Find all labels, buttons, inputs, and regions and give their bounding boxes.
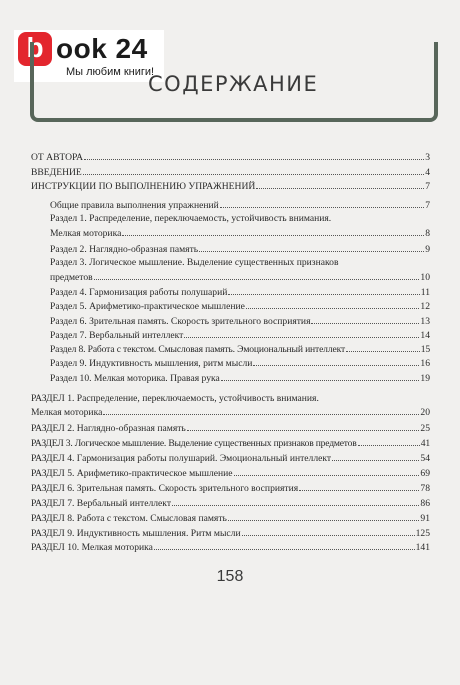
toc-entry-label: РАЗДЕЛ 2. Наглядно-образная память xyxy=(31,423,186,434)
toc-entry-label-continued: Мелкая моторика xyxy=(31,407,103,418)
toc-entry-label: РАЗДЕЛ 4. Гармонизация работы полушарий. Эмоциональный интеллект xyxy=(31,453,332,464)
toc-leader-dots xyxy=(332,451,419,461)
toc-entry-page: 3 xyxy=(425,152,430,163)
toc-entry xyxy=(31,526,430,540)
toc-entry xyxy=(50,314,430,328)
toc-entry xyxy=(31,405,430,419)
toc-entry xyxy=(31,466,430,480)
toc-entry-label: Раздел 2. Наглядно-образная память xyxy=(50,244,199,255)
toc-leader-dots xyxy=(246,299,420,309)
toc-entry xyxy=(50,270,430,284)
toc-entry-page: 19 xyxy=(420,373,430,384)
toc-entry-label: Раздел 1. Распределение, переключаемость, устойчивость внимания. xyxy=(50,213,332,224)
toc-entry xyxy=(50,242,430,256)
toc-entry-page: 4 xyxy=(425,167,430,178)
toc-leader-dots xyxy=(242,526,415,536)
page-number: 158 xyxy=(216,568,244,585)
toc-entry-label: Раздел 4. Гармонизация работы полушарий xyxy=(50,287,228,298)
toc-entry xyxy=(50,226,430,240)
page-title: СОДЕРЖАНИЕ xyxy=(148,72,319,96)
toc-entry xyxy=(50,356,430,370)
toc-entry xyxy=(31,540,430,554)
toc-leader-dots xyxy=(199,242,424,252)
toc-entry-page: 125 xyxy=(415,528,430,539)
toc-entry xyxy=(31,150,430,164)
toc-entry-page: 14 xyxy=(420,330,430,341)
toc-leader-dots xyxy=(94,270,420,280)
toc-entry-label: РАЗДЕЛ 3. Логическое мышление. Выделение существенных признаков предметов xyxy=(31,438,357,449)
toc-entry-label-continued: Мелкая моторика xyxy=(50,228,122,239)
toc-leader-dots xyxy=(311,314,419,324)
toc-entry-label: ВВЕДЕНИЕ xyxy=(31,167,82,178)
toc-entry-page: 86 xyxy=(420,498,430,509)
toc-entry-page: 16 xyxy=(420,358,430,369)
toc-entry-page: 41 xyxy=(420,438,430,449)
toc-leader-dots xyxy=(220,198,424,208)
toc-leader-dots xyxy=(172,496,419,506)
toc-entry xyxy=(50,198,430,212)
toc-leader-dots xyxy=(299,481,419,491)
toc-entry xyxy=(31,496,430,510)
toc-leader-dots xyxy=(358,436,420,446)
toc-entry-page: 12 xyxy=(420,301,430,312)
toc-entry-label: РАЗДЕЛ 9. Индуктивность мышления. Ритм мысли xyxy=(31,528,241,539)
toc-entry-page: 13 xyxy=(420,316,430,327)
toc-leader-dots xyxy=(84,150,424,160)
toc-leader-dots xyxy=(253,356,419,366)
toc-leader-dots xyxy=(221,371,420,381)
toc-entry-label: Раздел 6. Зрительная память. Скорость зрительного восприятия xyxy=(50,316,311,327)
toc-entry-label: РАЗДЕЛ 1. Распределение, переключаемость, устойчивость внимания. xyxy=(31,393,319,404)
toc-entry xyxy=(31,451,430,465)
toc-leader-dots xyxy=(234,466,420,476)
toc-entry xyxy=(31,436,430,450)
toc-entry-page: 15 xyxy=(420,344,430,355)
toc-entry-label: РАЗДЕЛ 6. Зрительная память. Скорость зрительного восприятия xyxy=(31,483,299,494)
toc-leader-dots xyxy=(187,421,420,431)
toc-entry xyxy=(31,421,430,435)
toc-entry-page: 25 xyxy=(420,423,430,434)
toc-leader-dots xyxy=(122,226,424,236)
toc-entry-label: ОТ АВТОРА xyxy=(31,152,84,163)
toc-entry-label: Раздел 8. Работа с текстом. Смысловая память. Эмоциональный интеллект xyxy=(50,344,345,355)
toc-leader-dots xyxy=(228,285,419,295)
toc-entry-label-continued: предметов xyxy=(50,272,93,283)
toc-leader-dots xyxy=(256,179,424,189)
toc-entry-page: 7 xyxy=(425,200,430,211)
logo-tagline: Мы любим книги! xyxy=(66,66,155,78)
toc-leader-dots xyxy=(154,540,415,550)
toc-entry xyxy=(31,165,430,179)
toc-entry-label: Раздел 7. Вербальный интеллект xyxy=(50,330,184,341)
toc-entry-label: Раздел 9. Индуктивность мышления, ритм мысли xyxy=(50,358,253,369)
toc-entry xyxy=(31,511,430,525)
toc-leader-dots xyxy=(346,342,420,352)
toc-entry-page: 9 xyxy=(425,244,430,255)
toc-leader-dots xyxy=(184,328,419,338)
toc-entry-label: РАЗДЕЛ 7. Вербальный интеллект xyxy=(31,498,172,509)
toc-entry-page: 8 xyxy=(425,228,430,239)
logo-letter-b: b xyxy=(18,32,52,66)
toc-entry-label: Общие правила выполнения упражнений xyxy=(50,200,219,211)
toc-entry-page: 11 xyxy=(420,287,430,298)
toc-entry xyxy=(50,342,430,356)
toc-entry xyxy=(31,481,430,495)
toc-entry-page: 10 xyxy=(420,272,430,283)
toc-entry-page: 78 xyxy=(420,483,430,494)
toc-entry-page: 141 xyxy=(415,542,430,553)
toc-entry xyxy=(50,299,430,313)
toc-entry-label: РАЗДЕЛ 5. Арифметико-практическое мышление xyxy=(31,468,233,479)
toc-entry-page: 20 xyxy=(420,407,430,418)
toc-leader-dots xyxy=(103,405,419,415)
toc-entry-page: 91 xyxy=(420,513,430,524)
toc-entry xyxy=(31,179,430,193)
toc-entry-label: РАЗДЕЛ 8. Работа с текстом. Смысловая память xyxy=(31,513,227,524)
toc-entry-page: 69 xyxy=(420,468,430,479)
toc-entry-label: Раздел 10. Мелкая моторика. Правая рука xyxy=(50,373,220,384)
toc-leader-dots xyxy=(83,165,424,175)
toc-entry-label: Раздел 3. Логическое мышление. Выделение существенных признаков xyxy=(50,257,339,268)
toc-entry xyxy=(50,328,430,342)
logo-wordmark: ook 24 xyxy=(56,33,148,64)
toc-leader-dots xyxy=(228,511,419,521)
toc-entry-label: РАЗДЕЛ 10. Мелкая моторика xyxy=(31,542,153,553)
toc-entry xyxy=(50,285,430,299)
toc-entry-page: 54 xyxy=(420,453,430,464)
toc-entry xyxy=(50,371,430,385)
toc-entry-label: Раздел 5. Арифметико-практическое мышление xyxy=(50,301,245,312)
toc-entry-page: 7 xyxy=(425,181,430,192)
toc-entry-label: ИНСТРУКЦИИ ПО ВЫПОЛНЕНИЮ УПРАЖНЕНИЙ xyxy=(31,181,256,192)
